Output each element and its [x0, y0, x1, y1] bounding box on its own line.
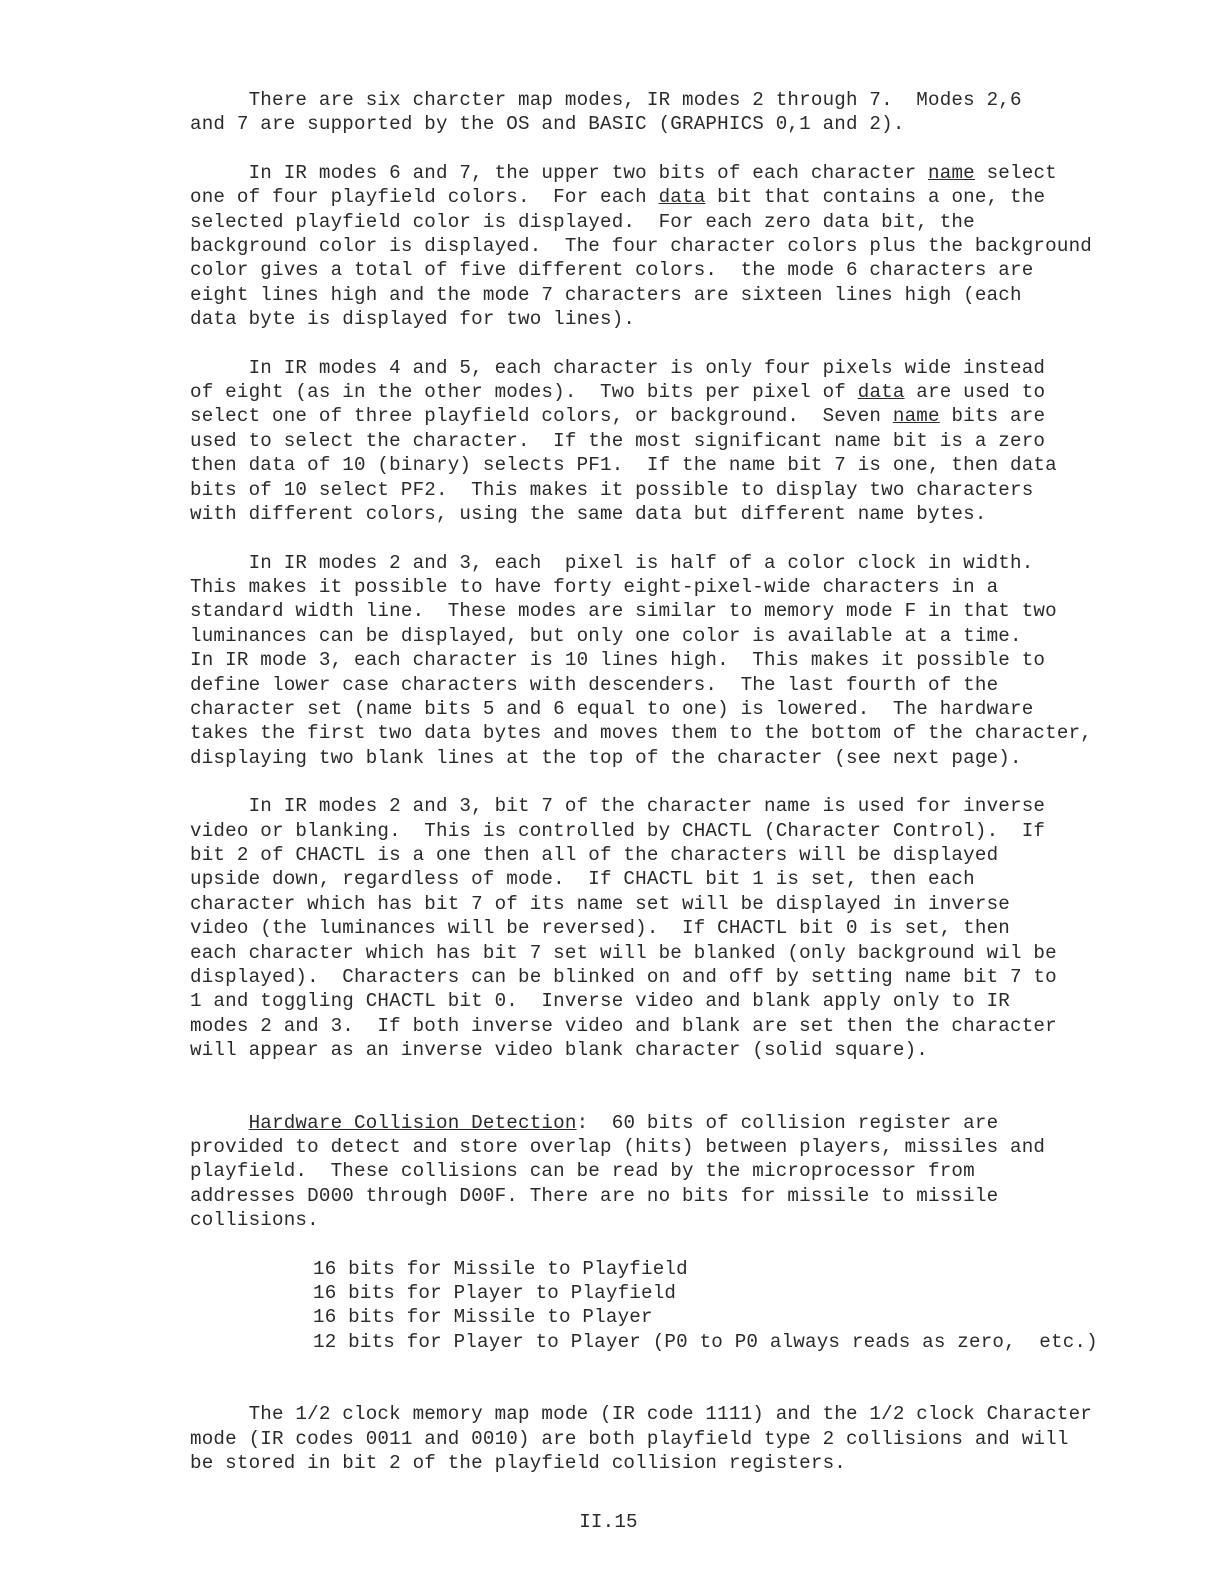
underlined-word-name: name [928, 161, 975, 184]
underlined-word-name: name [892, 405, 940, 428]
paragraph-collision-detection [190, 1111, 1130, 1233]
paragraph-modes-2-3 [190, 551, 1130, 771]
text-line: playfield. These collisions can be read by the microprocessor from [190, 1160, 975, 1183]
text-line: with different colors, using the same data but different name bytes. [190, 503, 987, 526]
text-line: and 7 are supported by the OS and BASIC (GRAPHICS 0,1 and 2). [190, 113, 905, 136]
text-line: modes 2 and 3. If both inverse video and blank are set then the character [190, 1014, 1057, 1037]
list-item: 16 bits for Missile to Player [313, 1306, 653, 1329]
paragraph-half-clock-modes [190, 1402, 1130, 1475]
text-line: luminances can be displayed, but only one color is available at a time. [190, 624, 1022, 647]
text-line: of eight (as in the other modes). Two bits per pixel of [190, 381, 858, 404]
text-line: each character which has bit 7 set will be blanked (only background wil be [190, 941, 1057, 964]
text-line: define lower case characters with descenders. The last fourth of the [190, 673, 999, 696]
text-line: In IR modes 4 and 5, each character is only four pixels wide instead [190, 356, 1046, 379]
text-line: one of four playfield colors. For each [190, 186, 659, 209]
text-line: The 1/2 clock memory map mode (IR code 1111) and the 1/2 clock Character [190, 1403, 1093, 1426]
text-line: In IR modes 2 and 3, bit 7 of the character name is used for inverse [190, 795, 1046, 818]
collision-bit-list [313, 1257, 1130, 1355]
spacer [190, 527, 1130, 551]
spacer [190, 1354, 1130, 1402]
text-line: displaying two blank lines at the top of the character (see next page). [190, 746, 1022, 769]
text-line: then data of 10 (binary) selects PF1. If the name bit 7 is one, then data [190, 454, 1057, 477]
text-line: upside down, regardless of mode. If CHACTL bit 1 is set, then each [190, 868, 975, 891]
text-line: eight lines high and the mode 7 characters are sixteen lines high (each [190, 283, 1022, 306]
page-number: II.15 [579, 1511, 638, 1533]
text-line: provided to detect and store overlap (hits) between players, missiles and [190, 1136, 1046, 1159]
text-line: In IR modes 6 and 7, the upper two bits of each character [190, 161, 929, 184]
text-line: select one of three playfield colors, or background. Seven [190, 405, 893, 428]
text-line: This makes it possible to have forty eight-pixel-wide characters in a [190, 575, 999, 598]
text-line: displayed). Characters can be blinked on and off by setting name bit 7 to [190, 966, 1057, 988]
spacer [190, 1233, 1130, 1257]
underlined-word-data: data [658, 186, 706, 209]
text-line: character which has bit 7 of its name set will be displayed in inverse [190, 892, 1011, 915]
text-line: : 60 bits of collision register are [576, 1111, 999, 1134]
paragraph-modes-6-7 [190, 161, 1130, 332]
text-line: bit that contains a one, the [705, 186, 1046, 209]
indent [190, 1112, 249, 1134]
spacer [190, 770, 1130, 794]
text-line: standard width line. These modes are similar to memory mode F in that two [190, 600, 1057, 623]
text-line: collisions. [190, 1209, 319, 1232]
text-line: In IR mode 3, each character is 10 lines high. This makes it possible to [190, 649, 1046, 672]
text-line: used to select the character. If the most significant name bit is a zero [190, 429, 1046, 452]
text-line: color gives a total of five different colors. the mode 6 characters are [190, 259, 1034, 282]
text-line: video (the luminances will be reversed). If CHACTL bit 0 is set, then [190, 917, 1011, 940]
text-line: select [974, 161, 1057, 184]
text-line: character set (name bits 5 and 6 equal to one) is lowered. The hardware [190, 697, 1034, 720]
text-line: 1 and toggling CHACTL bit 0. Inverse video and blank apply only to IR [190, 990, 1011, 1013]
list-item: 12 bits for Player to Player (P0 to P0 always reads as zero, etc.) [313, 1330, 1098, 1353]
text-line: selected playfield color is displayed. For each zero data bit, the [190, 210, 975, 233]
text-line: In IR modes 2 and 3, each pixel is half of a color clock in width. [190, 551, 1034, 574]
text-line: addresses D000 through D00F. There are no bits for missile to missile [190, 1184, 999, 1207]
paragraph-character-map-modes [190, 88, 1130, 137]
spacer [190, 1063, 1130, 1111]
text-line: data byte is displayed for two lines). [190, 308, 636, 331]
text-line: bits are [939, 405, 1046, 428]
section-heading-collision-detection: Hardware Collision Detection [248, 1111, 577, 1134]
paragraph-chactl [190, 794, 1130, 1062]
document-page [190, 88, 1130, 1476]
underlined-word-data: data [857, 381, 905, 404]
text-line: There are six charcter map modes, IR modes 2 through 7. Modes 2,6 [190, 89, 1022, 111]
list-item: 16 bits for Player to Playfield [313, 1282, 677, 1305]
text-line: be stored in bit 2 of the playfield collision registers. [190, 1452, 847, 1475]
list-item: 16 bits for Missile to Playfield [313, 1257, 688, 1280]
text-line: bits of 10 select PF2. This makes it possible to display two characters [190, 478, 1034, 501]
spacer [190, 137, 1130, 161]
spacer [190, 332, 1130, 356]
text-line: bit 2 of CHACTL is a one then all of the characters will be displayed [190, 843, 999, 866]
text-line: video or blanking. This is controlled by CHACTL (Character Control). If [190, 819, 1046, 842]
text-line: will appear as an inverse video blank character (solid square). [190, 1039, 929, 1062]
text-line: mode (IR codes 0011 and 0010) are both playfield type 2 collisions and will [190, 1427, 1069, 1450]
paragraph-modes-4-5 [190, 356, 1130, 527]
text-line: takes the first two data bytes and moves them to the bottom of the character, [190, 722, 1093, 745]
text-line: are used to [904, 381, 1046, 404]
text-line: background color is displayed. The four character colors plus the background [190, 235, 1093, 258]
